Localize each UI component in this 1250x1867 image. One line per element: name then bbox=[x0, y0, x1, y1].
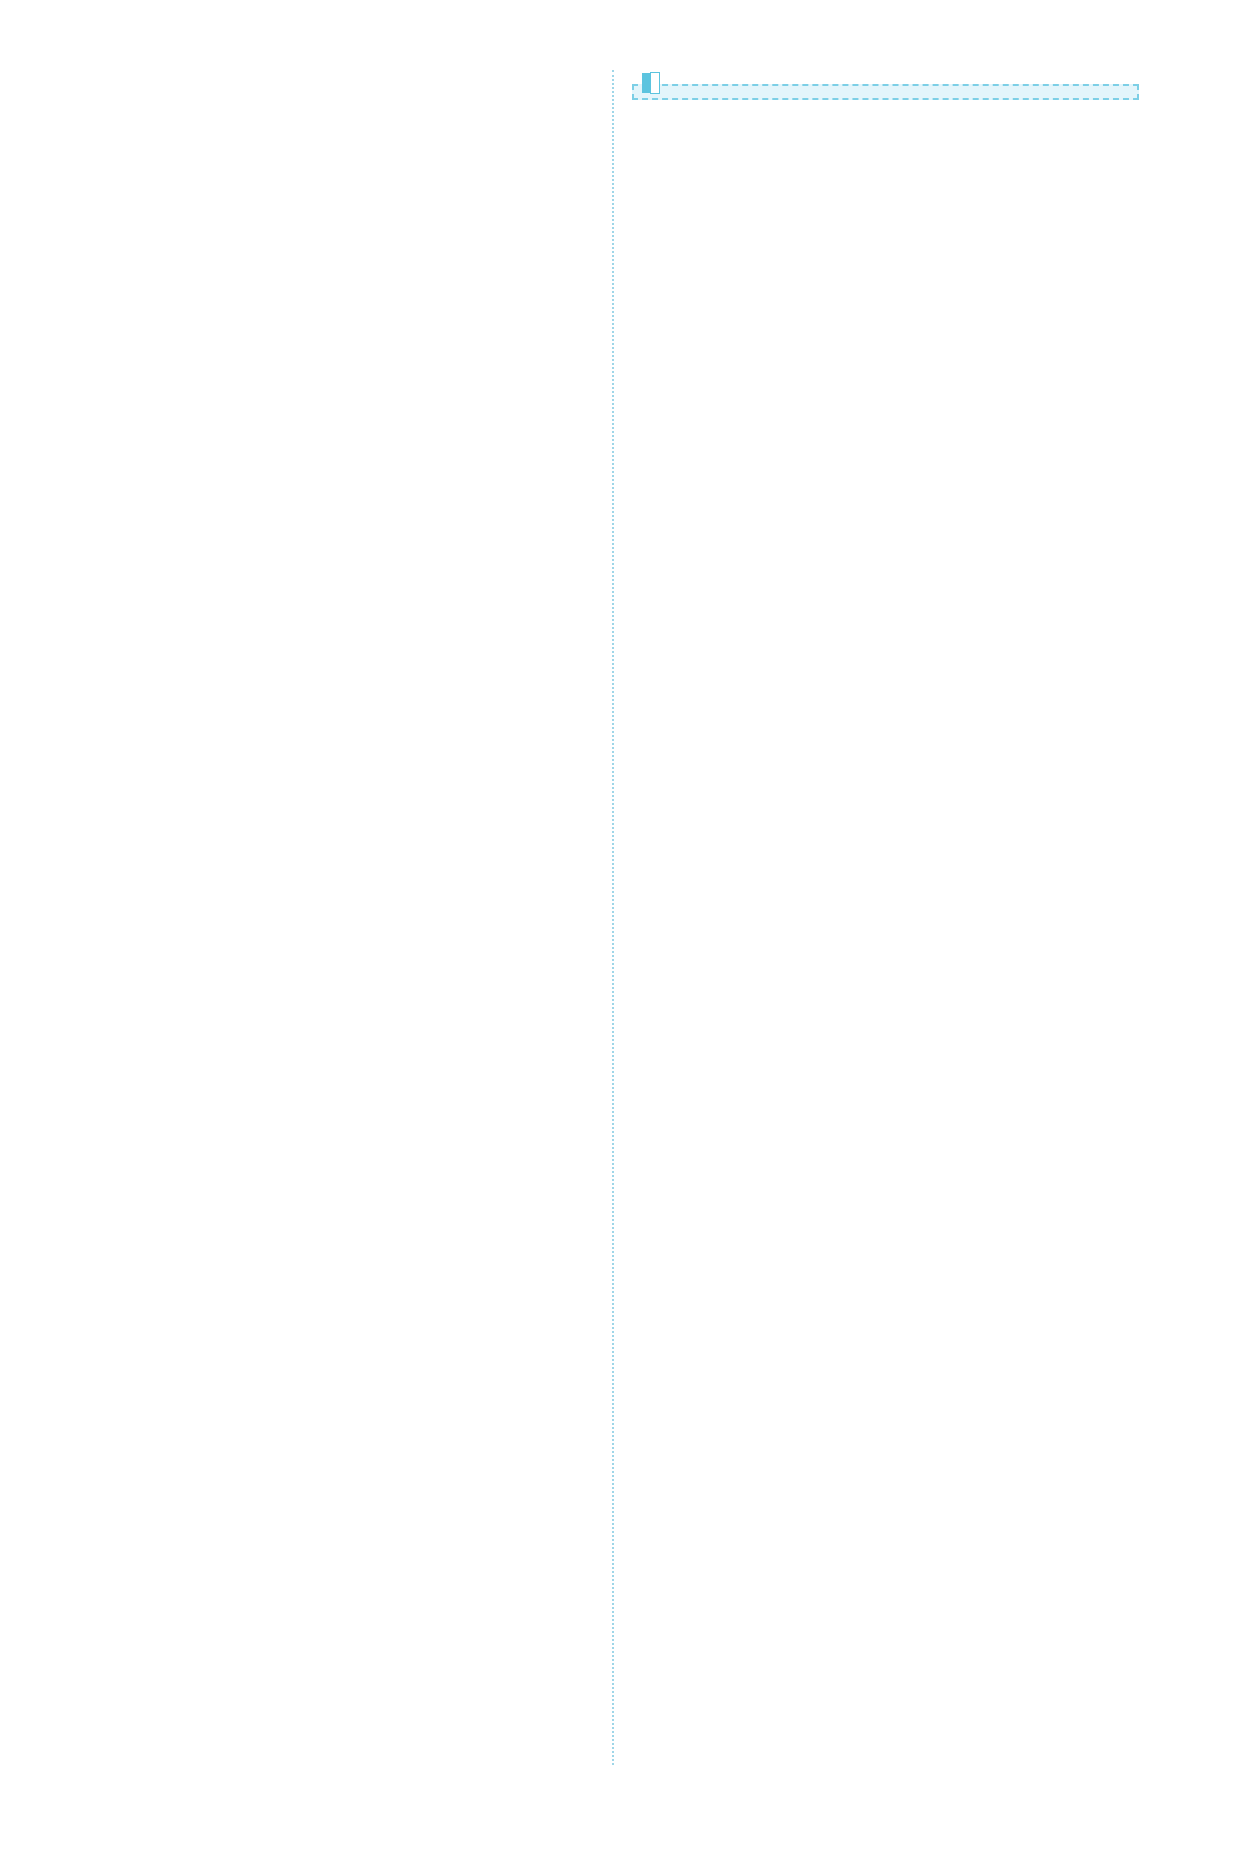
phrase-title-a bbox=[642, 73, 650, 93]
right-column bbox=[622, 70, 1147, 114]
phrase-box bbox=[632, 84, 1139, 100]
phrase-box-title bbox=[642, 70, 660, 96]
column-divider bbox=[612, 70, 614, 1765]
phrase-title-b bbox=[650, 72, 660, 94]
